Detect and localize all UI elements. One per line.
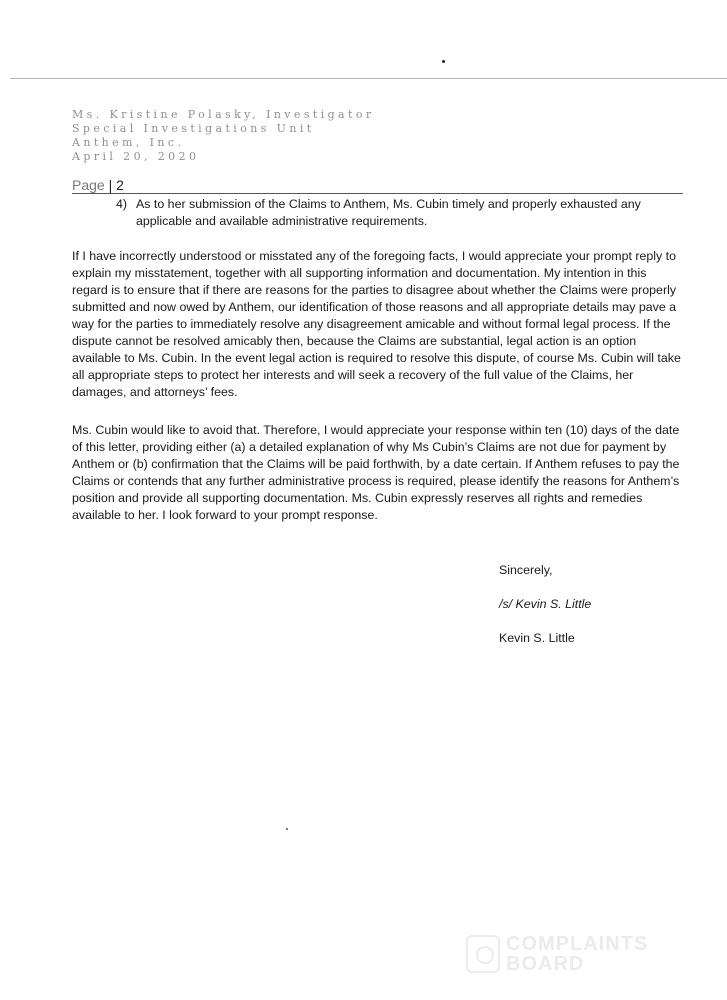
item-number: 4) bbox=[116, 197, 128, 211]
recipient-name: Ms. Kristine Polasky, Investigator bbox=[72, 108, 375, 121]
electronic-signature: /s/ Kevin S. Little bbox=[499, 597, 592, 611]
watermark-line-2: BOARD bbox=[506, 953, 585, 975]
page-number: 2 bbox=[116, 177, 124, 193]
recipient-company: Anthem, Inc. bbox=[72, 136, 185, 149]
page-header-rule bbox=[72, 193, 683, 194]
closing-salutation: Sincerely, bbox=[499, 563, 553, 577]
recipient-unit: Special Investigations Unit bbox=[72, 122, 315, 135]
scan-speck bbox=[442, 60, 445, 63]
body-paragraph-1: If I have incorrectly understood or misstated any of the foregoing facts, I would appreciate your prompt reply to explain my misstatement, together with all supporting information and documentation. My intention in this regard is to ensure that if there are reasons for the parties to disagree about whether the Claims were properly submitted and now owed by Anthem, our identification of those reasons and all appropriate details may pave a way for the parties to immediately resolve any disagreement amicable and without formal legal process. If the dispute cannot be resolved amicably then, because the Claims are substantial, legal action is an option available to Ms. Cubin. In the event legal action is required to resolve this dispute, of course Ms. Cubin will take all appropriate steps to protect her interests and will seek a recovery of the full value of the Claims, her damages, and attorneys’ fees. bbox=[72, 249, 681, 399]
watermark-line-1: COMPLAINTS bbox=[506, 933, 649, 955]
letter-date: April 20, 2020 bbox=[72, 150, 200, 163]
recipient-header bbox=[72, 108, 375, 164]
watermark bbox=[466, 934, 648, 974]
page-indicator: Page | 2 bbox=[72, 177, 124, 193]
item-text: As to her submission of the Claims to Anthem, Ms. Cubin timely and properly exhausted any applicable and available administrative requirements. bbox=[136, 197, 641, 228]
watermark-logo-icon bbox=[466, 935, 500, 973]
signer-name: Kevin S. Little bbox=[499, 631, 575, 645]
body-paragraph-2: Ms. Cubin would like to avoid that. Therefore, I would appreciate your response within ten (10) days of the date of this letter, providing either (a) a detailed explanation of why Ms Cubin’s Claims are not due for payment by Anthem or (b) confirmation that the Claims will be paid forthwith, by a date certain. If Anthem refuses to pay the Claims or contends that any further administrative process is required, please identify the reasons for Anthem’s position and provide all supporting documentation. Ms. Cubin expressly reserves all rights and remedies available to her. I look forward to your prompt response. bbox=[72, 423, 680, 522]
scan-speck bbox=[286, 828, 288, 830]
page-label: Page bbox=[72, 177, 105, 193]
scan-top-rule bbox=[10, 78, 727, 79]
